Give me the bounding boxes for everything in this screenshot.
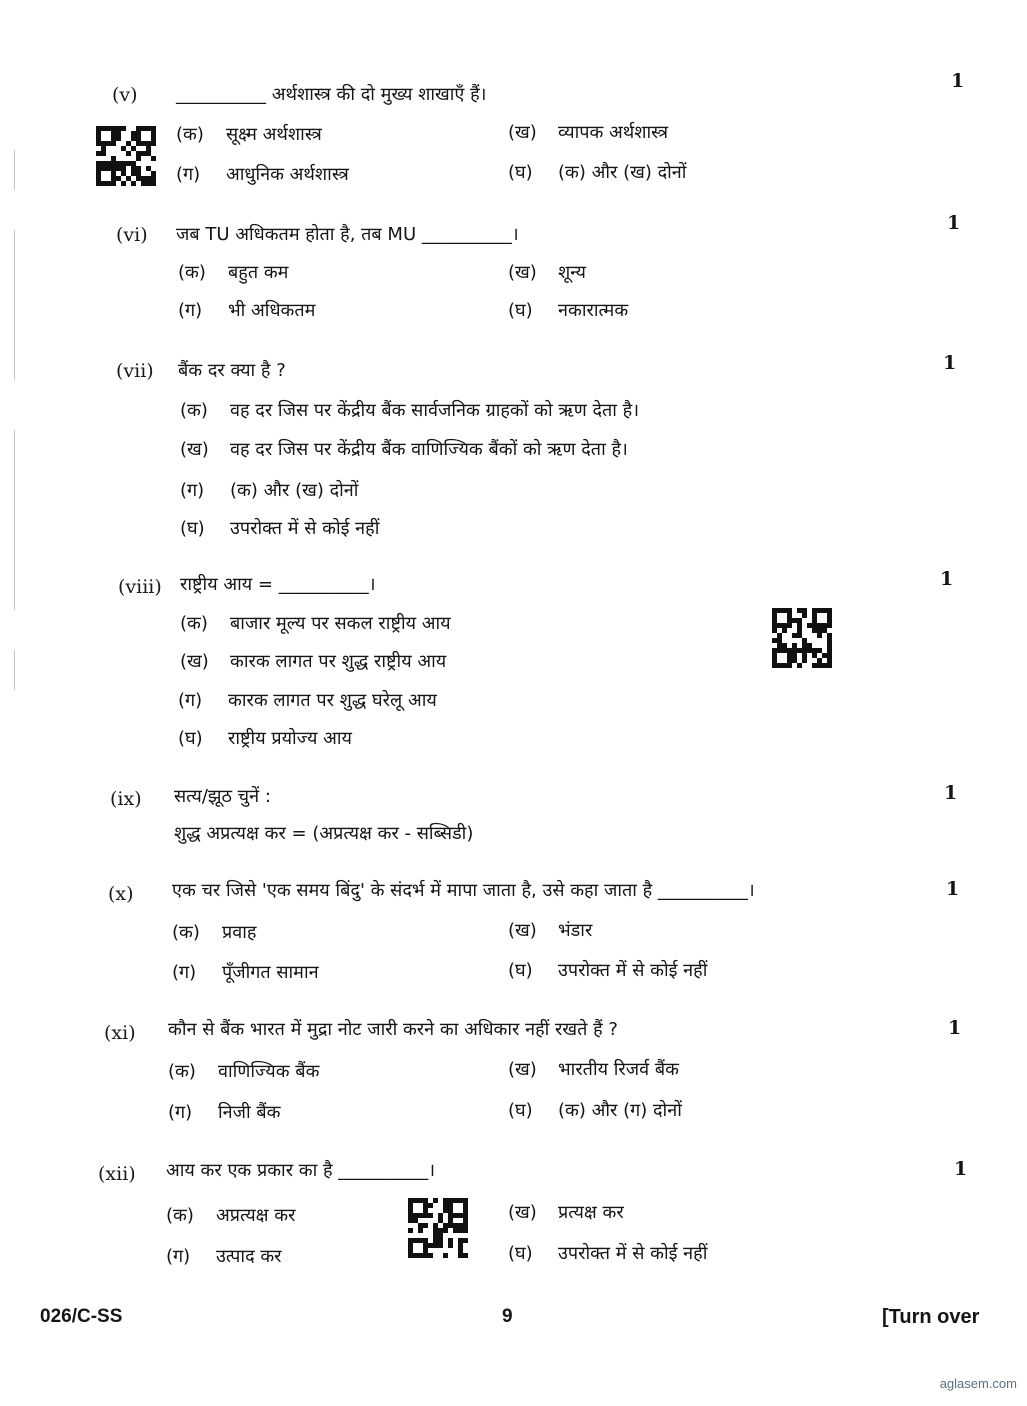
qr-code-icon xyxy=(772,608,832,668)
question-marks: 1 xyxy=(946,878,960,900)
option-label: (ग) xyxy=(172,962,197,983)
option-text: कारक लागत पर शुद्ध घरेलू आय xyxy=(228,690,437,711)
option-label: (ख) xyxy=(508,920,537,941)
option-ga xyxy=(172,960,319,984)
question-text: आय कर एक प्रकार का है __________। xyxy=(166,1160,436,1181)
option-label: (घ) xyxy=(508,162,533,183)
question-marks: 1 xyxy=(951,70,965,92)
scan-mark xyxy=(14,230,15,380)
option-ga xyxy=(176,162,349,186)
option-label: (क) xyxy=(176,124,204,145)
option-text: (क) और (ख) दोनों xyxy=(230,480,359,501)
option-label: (ख) xyxy=(508,1202,537,1223)
option-label: (ख) xyxy=(180,439,209,460)
option-ka xyxy=(176,122,322,146)
paper-code: 026/C-SS xyxy=(40,1306,123,1327)
option-label: (क) xyxy=(166,1205,194,1226)
page-number: 9 xyxy=(502,1306,513,1327)
option-gha xyxy=(508,298,628,322)
option-text: राष्ट्रीय प्रयोज्य आय xyxy=(228,728,352,749)
question-number: (vi) xyxy=(116,224,148,246)
option-ka xyxy=(180,611,451,635)
option-ga xyxy=(180,478,358,502)
option-text: निजी बैंक xyxy=(218,1102,281,1123)
question-text: बैंक दर क्या है ? xyxy=(178,360,286,381)
scan-mark xyxy=(14,430,15,610)
option-text: बाजार मूल्य पर सकल राष्ट्रीय आय xyxy=(230,613,451,634)
option-label: (ग) xyxy=(178,300,203,321)
option-text: (क) और (ख) दोनों xyxy=(558,162,687,183)
option-text: व्यापक अर्थशास्त्र xyxy=(558,122,669,143)
turn-over-label: [Turn over xyxy=(882,1306,980,1328)
option-ga xyxy=(178,298,315,322)
question-text: राष्ट्रीय आय = __________। xyxy=(180,574,376,595)
option-text: शून्य xyxy=(558,262,586,283)
question-text: कौन से बैंक भारत में मुद्रा नोट जारी करने का अधिकार नहीं रखते हैं ? xyxy=(168,1019,618,1040)
question-number: (x) xyxy=(108,883,134,905)
qr-code-icon xyxy=(408,1198,468,1258)
watermark: aglasem.com xyxy=(939,1376,1017,1391)
option-text: भारतीय रिजर्व बैंक xyxy=(558,1059,679,1080)
option-text: कारक लागत पर शुद्ध राष्ट्रीय आय xyxy=(230,651,447,672)
question-text: सत्य/झूठ चुनें : xyxy=(174,786,271,807)
option-text: भी अधिकतम xyxy=(228,300,316,321)
option-label: (ग) xyxy=(180,480,205,501)
option-text: उपरोक्त में से कोई नहीं xyxy=(558,1243,708,1264)
option-label: (क) xyxy=(168,1061,196,1082)
question-marks: 1 xyxy=(944,782,958,804)
question-marks: 1 xyxy=(943,352,957,374)
option-text: सूक्ष्म अर्थशास्त्र xyxy=(226,124,322,145)
option-text: अप्रत्यक्ष कर xyxy=(216,1205,296,1226)
question-marks: 1 xyxy=(940,568,954,590)
option-text: उपरोक्त में से कोई नहीं xyxy=(230,518,380,539)
option-ka xyxy=(168,1059,319,1083)
option-text: वाणिज्यिक बैंक xyxy=(218,1061,320,1082)
option-text: वह दर जिस पर केंद्रीय बैंक वाणिज्यिक बैंकों को ऋण देता है। xyxy=(230,439,628,460)
option-ka xyxy=(172,920,256,944)
question-number: (ix) xyxy=(110,788,142,810)
option-text: उत्पाद कर xyxy=(216,1246,282,1267)
scan-mark xyxy=(14,650,15,690)
option-gha xyxy=(508,160,686,184)
option-kha xyxy=(180,649,446,673)
option-label: (ख) xyxy=(508,122,537,143)
question-number: (v) xyxy=(112,84,138,106)
qr-code-icon xyxy=(96,126,156,186)
question-number: (xi) xyxy=(104,1022,136,1044)
option-label: (ख) xyxy=(180,651,209,672)
question-number: (vii) xyxy=(116,360,154,382)
option-label: (ख) xyxy=(508,262,537,283)
question-number: (viii) xyxy=(118,576,162,598)
option-ka xyxy=(166,1203,295,1227)
option-text: प्रवाह xyxy=(222,922,257,943)
option-kha xyxy=(180,437,628,461)
option-gha xyxy=(180,516,379,540)
option-text: (क) और (ग) दोनों xyxy=(558,1100,682,1121)
option-label: (ग) xyxy=(176,164,201,185)
option-label: (घ) xyxy=(178,728,203,749)
question-marks: 1 xyxy=(954,1158,968,1180)
option-ga xyxy=(168,1100,281,1124)
option-gha xyxy=(178,726,352,750)
option-label: (ग) xyxy=(166,1246,191,1267)
question-text: एक चर जिसे 'एक समय बिंदु' के संदर्भ में मापा जाता है, उसे कहा जाता है __________। xyxy=(172,880,755,901)
option-gha xyxy=(508,1098,682,1122)
question-text: जब TU अधिकतम होता है, तब MU __________। xyxy=(176,224,519,245)
option-text: बहुत कम xyxy=(228,262,289,283)
question-subtext: शुद्ध अप्रत्यक्ष कर = (अप्रत्यक्ष कर - सब्सिडी) xyxy=(174,823,474,844)
option-label: (क) xyxy=(172,922,200,943)
option-kha xyxy=(508,1200,624,1224)
option-label: (घ) xyxy=(180,518,205,539)
option-gha xyxy=(508,1241,707,1265)
option-label: (घ) xyxy=(508,300,533,321)
option-gha xyxy=(508,958,707,982)
option-text: वह दर जिस पर केंद्रीय बैंक सार्वजनिक ग्राहकों को ऋण देता है। xyxy=(230,400,640,421)
option-text: पूँजीगत सामान xyxy=(222,962,319,983)
option-ga xyxy=(178,688,437,712)
option-label: (घ) xyxy=(508,1100,533,1121)
option-label: (ग) xyxy=(178,690,203,711)
option-kha xyxy=(508,918,592,942)
scan-mark xyxy=(14,150,15,190)
option-ka xyxy=(180,398,639,422)
option-kha xyxy=(508,260,586,284)
option-text: भंडार xyxy=(558,920,593,941)
option-label: (क) xyxy=(180,613,208,634)
option-ga xyxy=(166,1244,282,1268)
option-text: प्रत्यक्ष कर xyxy=(558,1202,624,1223)
option-label: (क) xyxy=(178,262,206,283)
question-text: __________ अर्थशास्त्र की दो मुख्य शाखाएँ हैं। xyxy=(176,84,487,105)
question-number: (xii) xyxy=(98,1163,136,1185)
option-text: उपरोक्त में से कोई नहीं xyxy=(558,960,708,981)
option-ka xyxy=(178,260,288,284)
option-label: (क) xyxy=(180,400,208,421)
option-label: (घ) xyxy=(508,1243,533,1264)
option-text: नकारात्मक xyxy=(558,300,629,321)
option-label: (ख) xyxy=(508,1059,537,1080)
option-label: (ग) xyxy=(168,1102,193,1123)
option-label: (घ) xyxy=(508,960,533,981)
option-kha xyxy=(508,120,668,144)
option-kha xyxy=(508,1057,679,1081)
question-marks: 1 xyxy=(948,1017,962,1039)
option-text: आधुनिक अर्थशास्त्र xyxy=(226,164,349,185)
question-marks: 1 xyxy=(947,212,961,234)
